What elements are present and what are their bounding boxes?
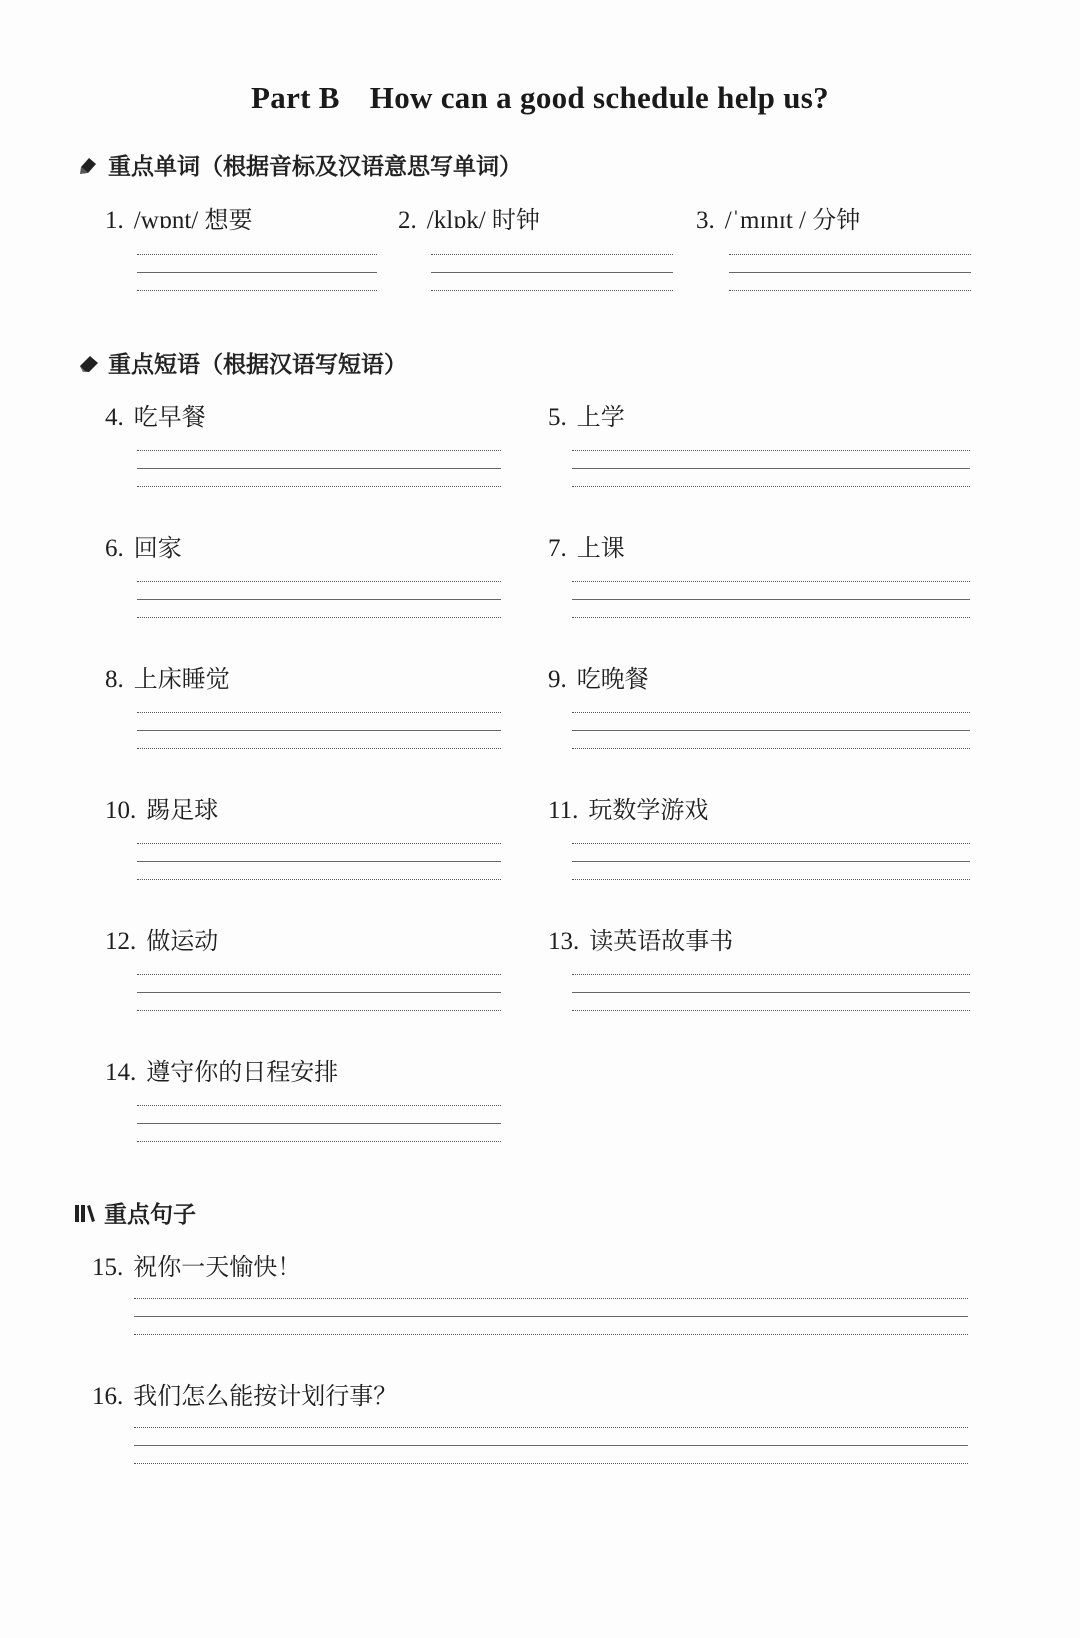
answer-lines[interactable]: [137, 712, 501, 766]
phonetic: /klɒk/: [426, 207, 486, 234]
answer-lines[interactable]: [137, 1105, 501, 1159]
item-number: 6.: [105, 535, 124, 562]
answer-lines[interactable]: [134, 1298, 968, 1352]
answer-lines[interactable]: [572, 974, 970, 1028]
answer-lines[interactable]: [137, 581, 501, 635]
phrase-item-11: [548, 790, 708, 825]
sentence-text: 我们怎么能按计划行事？: [133, 1382, 398, 1410]
section-sentences-title: 重点句子: [104, 1202, 196, 1228]
item-number: 9.: [548, 666, 567, 693]
answer-lines[interactable]: [729, 254, 971, 308]
item-number: 12.: [105, 928, 137, 955]
item-number: 13.: [548, 928, 580, 955]
item-number: 8.: [105, 666, 124, 693]
item-number: 10.: [105, 797, 137, 824]
answer-lines[interactable]: [431, 254, 673, 308]
phrase-text: 遵守你的日程安排: [146, 1058, 339, 1086]
phrase-item-8: [105, 659, 230, 694]
section-words-heading: [78, 148, 522, 181]
meaning: 分钟: [812, 206, 861, 234]
phonetic: /wɒnt/: [133, 207, 199, 234]
phrase-text: 玩数学游戏: [588, 796, 709, 824]
answer-lines[interactable]: [572, 843, 970, 897]
item-number: 15.: [92, 1254, 124, 1281]
pencil-icon: [78, 154, 100, 176]
phrase-item-12: [105, 921, 218, 956]
section-phrases-heading: [78, 346, 407, 379]
phrase-item-10: [105, 790, 218, 825]
word-item-1: [105, 200, 252, 235]
sentence-item-15: [92, 1247, 301, 1282]
phrase-item-6: [105, 528, 182, 563]
phrase-item-4: [105, 397, 206, 432]
sentence-item-16: [92, 1376, 397, 1411]
answer-lines[interactable]: [572, 712, 970, 766]
page-title: [0, 80, 1080, 116]
answer-lines[interactable]: [134, 1427, 968, 1481]
word-item-3: [696, 200, 860, 235]
item-number: 5.: [548, 404, 567, 431]
phonetic: /ˈmɪnɪt /: [724, 207, 806, 234]
section-words-title: 重点单词（根据音标及汉语意思写单词）: [108, 154, 522, 180]
item-number: 14.: [105, 1059, 137, 1086]
item-number: 4.: [105, 404, 124, 431]
phrase-item-9: [548, 659, 649, 694]
section-sentences-heading: [74, 1196, 196, 1229]
meaning: 想要: [204, 206, 253, 234]
title-question: How can a good schedule help us?: [369, 80, 829, 115]
phrase-text: 做运动: [146, 927, 219, 955]
sentence-text: 祝你一天愉快！: [133, 1253, 302, 1281]
phrase-text: 踢足球: [146, 796, 219, 824]
phrase-text: 吃晚餐: [576, 665, 649, 693]
answer-lines[interactable]: [137, 843, 501, 897]
item-number: 3.: [696, 207, 715, 234]
item-number: 1.: [105, 207, 124, 234]
phrase-item-7: [548, 528, 625, 563]
item-number: 7.: [548, 535, 567, 562]
meaning: 时钟: [491, 206, 540, 234]
phrase-text: 上床睡觉: [133, 665, 230, 693]
answer-lines[interactable]: [137, 974, 501, 1028]
section-phrases-title: 重点短语（根据汉语写短语）: [108, 352, 407, 378]
phrase-text: 吃早餐: [133, 403, 206, 431]
phrase-text: 上学: [576, 403, 625, 431]
phrase-item-13: [548, 921, 733, 956]
phrase-item-5: [548, 397, 625, 432]
phrase-text: 回家: [133, 534, 182, 562]
item-number: 11.: [548, 797, 579, 824]
item-number: 16.: [92, 1383, 124, 1410]
answer-lines[interactable]: [137, 254, 377, 308]
eraser-icon: [78, 352, 100, 374]
phrase-text: 读英语故事书: [589, 927, 734, 955]
item-number: 2.: [398, 207, 417, 234]
answer-lines[interactable]: [137, 450, 501, 504]
books-icon: [74, 1202, 96, 1224]
answer-lines[interactable]: [572, 450, 970, 504]
phrase-text: 上课: [576, 534, 625, 562]
title-part: Part B: [251, 80, 340, 115]
answer-lines[interactable]: [572, 581, 970, 635]
word-item-2: [398, 200, 540, 235]
phrase-item-14: [105, 1052, 338, 1087]
